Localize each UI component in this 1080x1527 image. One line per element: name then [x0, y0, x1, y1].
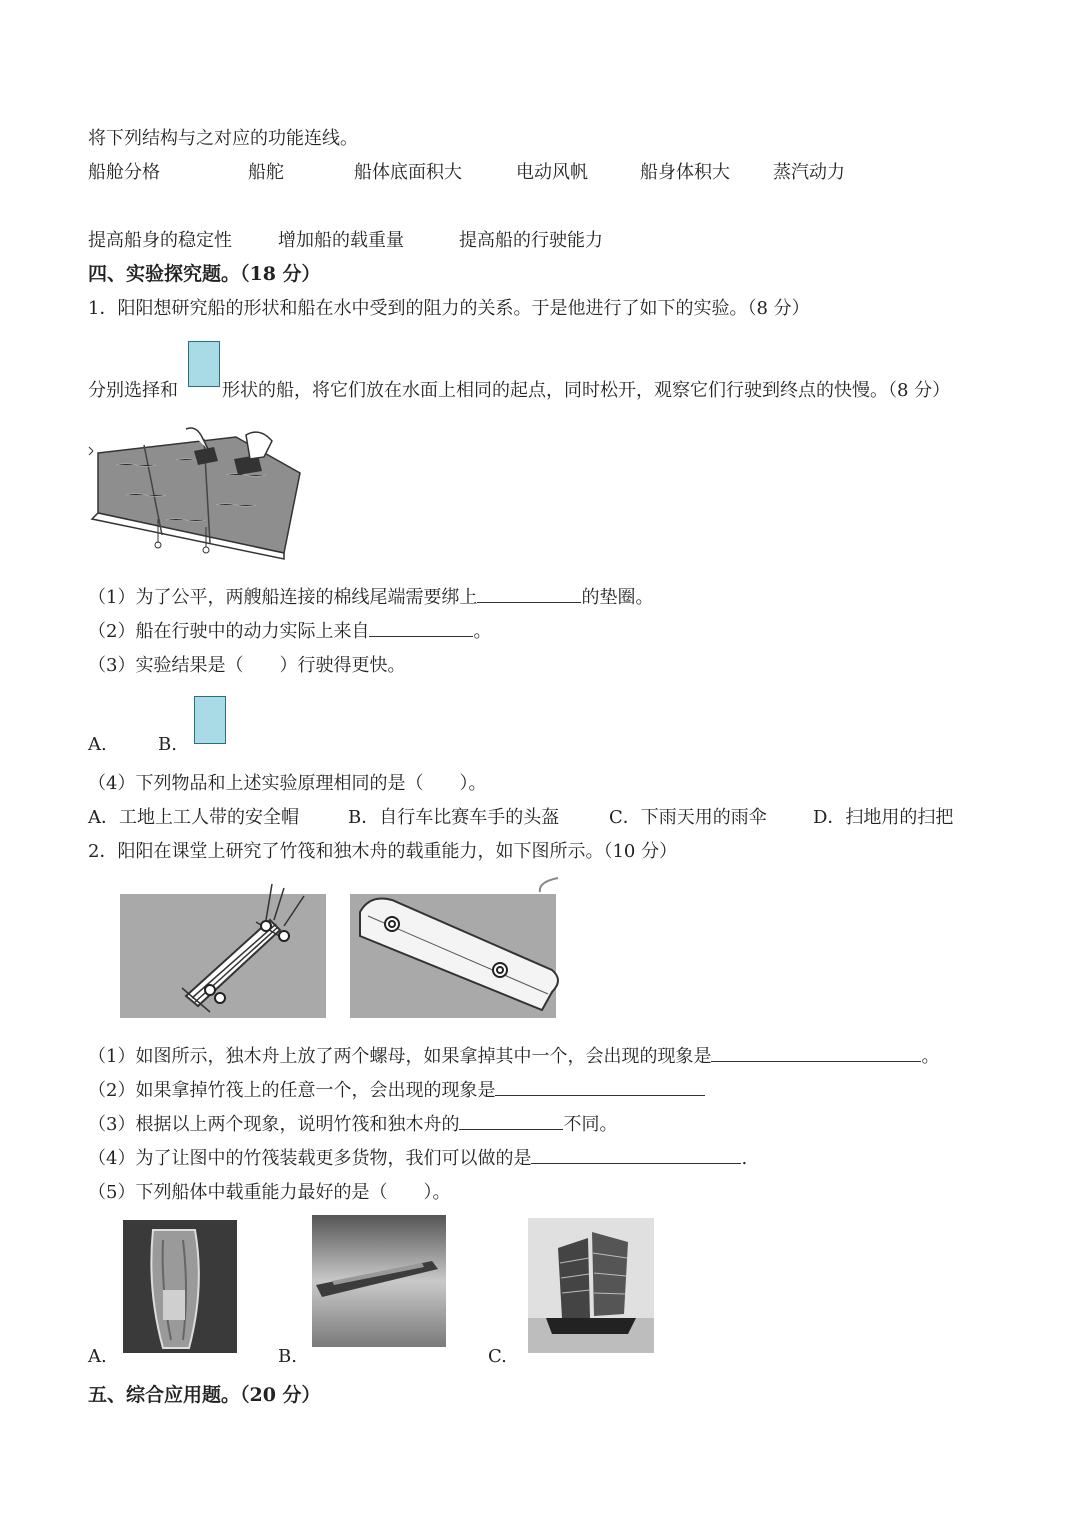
rectangle-boat-icon: [188, 341, 220, 387]
experiment-illustration: [86, 425, 306, 560]
sub-question: （4）下列物品和上述实验原理相同的是（ ）。: [88, 773, 487, 794]
question-stem: 2．阳阳在课堂上研究了竹筏和独木舟的载重能力，如下图所示。（10 分）: [88, 841, 678, 862]
option-label-a[interactable]: A.: [88, 1346, 107, 1367]
sub-question: （3）实验结果是（ ）行驶得更快。: [88, 655, 406, 676]
option-label-a[interactable]: A.: [88, 734, 107, 755]
answer-blank[interactable]: [531, 1147, 741, 1164]
choice-item[interactable]: B．自行车比赛车手的头盔: [348, 807, 560, 828]
answer-blank[interactable]: [711, 1045, 921, 1062]
option-label-b[interactable]: B.: [278, 1346, 297, 1367]
function-item: 增加船的载重量: [278, 230, 404, 251]
structure-item: 蒸汽动力: [773, 162, 845, 183]
structure-item: 船舱分格: [88, 162, 160, 183]
question-stem: 1．阳阳想研究船的形状和船在水中受到的阻力的关系。于是他进行了如下的实验。（8 分）: [88, 298, 810, 319]
structure-item: 电动风帆: [516, 162, 588, 183]
structure-item: 船体底面积大: [354, 162, 462, 183]
structure-item: 船舵: [248, 162, 284, 183]
structure-item: 船身体积大: [640, 162, 730, 183]
sub-question: （1）为了公平，两艘船连接的棉线尾端需要绑上 的垫圈。: [88, 587, 654, 608]
answer-blank[interactable]: [369, 620, 473, 637]
rectangle-boat-icon: [194, 696, 226, 744]
wooden-boat-photo: [123, 1220, 237, 1353]
section-title: 五、综合应用题。（20 分）: [88, 1384, 321, 1406]
question-text: 形状的船，将它们放在水面上相同的起点，同时松开，观察它们行驶到终点的快慢。（8 分）: [222, 380, 951, 401]
match-instruction: 将下列结构与之对应的功能连线。: [88, 128, 358, 149]
choice-item[interactable]: A．工地上工人带的安全帽: [88, 807, 299, 828]
option-label-c[interactable]: C.: [488, 1346, 507, 1367]
answer-blank[interactable]: [459, 1113, 563, 1130]
choice-item[interactable]: D．扫地用的扫把: [813, 807, 954, 828]
canoe-illustration: [346, 876, 572, 1020]
sub-question: （2）船在行驶中的动力实际上来自 。: [88, 621, 492, 642]
answer-blank[interactable]: [477, 586, 581, 603]
sub-question: （4）为了让图中的竹筏装载更多货物，我们可以做的是 .: [88, 1148, 748, 1169]
function-item: 提高船的行驶能力: [459, 230, 603, 251]
section-title: 四、实验探究题。（18 分）: [88, 263, 321, 285]
answer-blank[interactable]: [495, 1079, 705, 1096]
option-label-b[interactable]: B.: [158, 734, 177, 755]
junk-sailboat-photo: [528, 1218, 654, 1353]
sub-question: （5）下列船体中载重能力最好的是（ ）。: [88, 1182, 451, 1203]
choice-item[interactable]: C．下雨天用的雨伞: [609, 807, 767, 828]
barge-photo: [312, 1215, 446, 1347]
sub-question: （3）根据以上两个现象，说明竹筏和独木舟的 不同。: [88, 1114, 618, 1135]
sub-question: （1）如图所示，独木舟上放了两个螺母，如果拿掉其中一个，会出现的现象是 。: [88, 1046, 940, 1067]
bamboo-raft-illustration: [116, 880, 330, 1020]
sub-question: （2）如果拿掉竹筏上的任意一个，会出现的现象是: [88, 1076, 705, 1102]
function-item: 提高船身的稳定性: [88, 230, 232, 251]
question-text: 分别选择和: [88, 380, 178, 401]
